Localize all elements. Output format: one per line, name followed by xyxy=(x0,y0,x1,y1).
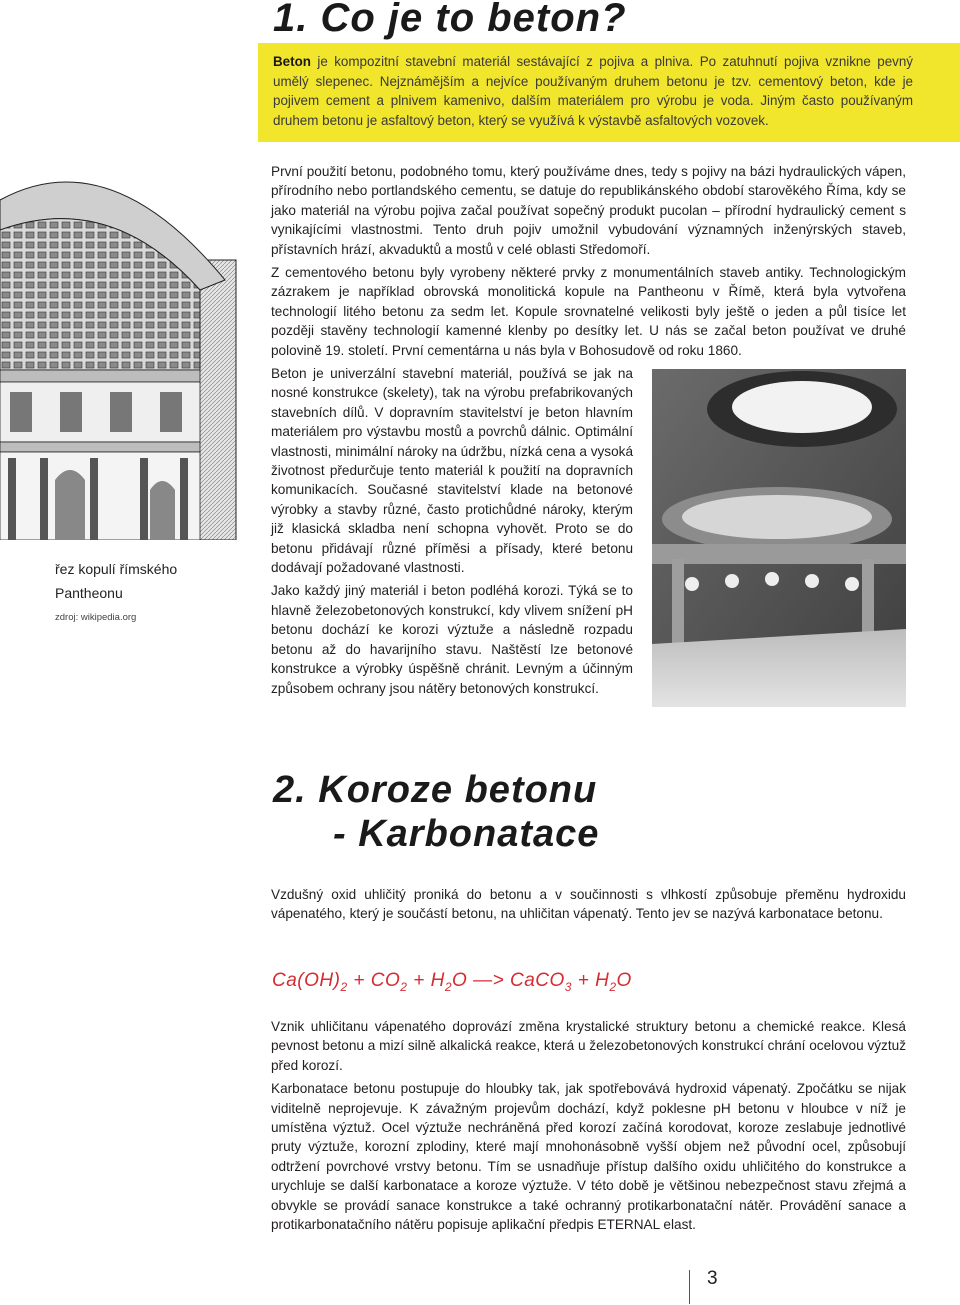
formula-h: + H xyxy=(407,970,445,991)
section2-title-line1: 2. Koroze betonu xyxy=(273,769,598,811)
intro-paragraph xyxy=(273,52,913,130)
carbonation-text-block xyxy=(271,1017,906,1238)
usage-text-block xyxy=(271,364,633,702)
formula-sub: 3 xyxy=(564,979,572,994)
intro-bold-term: Beton xyxy=(273,54,311,69)
usage-paragraph-2: Jako každý jiný materiál i beton podléhá korozi. Týká se to hlavně železobetonových konstrukcí, kdy vlivem snížení pH betonu dochází ke korozi výztuže a následně rozpadu betonu až do havarijního stavu. Naštěstí lze betonové konstrukce a výrobky úspěšně chránit. Levným a účinným způsobem ochrany jsou nátěry betonových konstrukcí. xyxy=(271,583,633,696)
intro-text: je kompozitní stavební materiál sestávající z pojiva a plniva. Po zatuhnutí pojiva vznikne pevný umělý slepenec. Nejznámějším a nejvíce používaným druhem betonu je tzv. cementový beton, kde je pojivem cement a plnivem kamenivo, dalším materiálem pro výrobu je voda. Jiným často používaným druhem betonu je asfaltový beton, který se využívá k výstavbě asfaltových vozovek. xyxy=(273,54,913,128)
image-caption: řez kopulí římského Pantheonu xyxy=(55,561,178,601)
concrete-interior-photo xyxy=(652,369,906,707)
formula-ca-oh: Ca(OH) xyxy=(272,970,341,991)
usage-paragraph-1: Beton je univerzální stavební materiál, používá se jak na nosné konstrukce (skelety), tak na výrobu prefabrikovaných stavebních dílů. V dopravním stavitelství je beton hlavním materiálem pro výstavbu mostů a povrchů dálnic. Optimální vlastnosti, minimální nároky na údržbu, nízká cena a vysoká životnost předurčuje tento materiál k použití na dopravních komunikacích. Současné stavitelství klade na betonové výrobky a stavby různé, často protichůdné nároky, kterým již klasická skladba není schopna vyhovět. Proto se do betonu přidávají různé příměsi a přísady, které betonu dodávají požadované vlastnosti. xyxy=(271,366,633,576)
formula-sub: 2 xyxy=(400,979,408,994)
formula-sub: 2 xyxy=(609,979,617,994)
history-text-block xyxy=(271,162,906,364)
section2-title-line2: - Karbonatace xyxy=(333,813,600,855)
carbonation-paragraph-1: Vznik uhličitanu vápenatého doprovází změna krystalické struktury betonu a chemické reakce. Klesá pevnost betonu a mizí silně alkalická reakce, která u železobetonových konstrukcí chrání ocelovou výztuž před korozí. xyxy=(271,1019,906,1073)
formula-co: + CO xyxy=(347,970,401,991)
carbonation-intro-block xyxy=(271,885,906,928)
image-source: zdroj: wikipedia.org xyxy=(55,612,137,623)
formula-sub: 2 xyxy=(340,979,348,994)
page-number-divider xyxy=(689,1270,690,1304)
formula-sub: 2 xyxy=(444,979,453,994)
carbonation-paragraph-2: Karbonatace betonu postupuje do hloubky tak, jak spotřebovává hydroxid vápenatý. Zpočátku se nijak viditelně neprojevuje. K závažným projevům dochází, když poklesne pH betonu v hloubce v níž je umístěna výztuž. Ocel výztuže nechráněná před korozí začíná korodovat, koroze zeslabuje jednotlivé pruty výztuže, korozní zplodiny, které mají mnohonásobně vyšší objem než původní ocel, způsobují odtržení povrchové vrstvy betonu. Tím se usnadňuje přístup dalšího oxidu uhličitého do konstrukce a urychluje se další karbonatace a koroze výztuže. V této době je většinou nebezpečnost stavu zřejmá a obvykle se provádí sanace konstrukce a také ochranný protikarbonatační nátěr. Provádění sanace a protikarbonatačního nátěru popisuje aplikační předpis ETERNAL elast. xyxy=(271,1081,906,1233)
carbonation-formula xyxy=(272,970,632,994)
formula-o: O xyxy=(616,970,632,991)
pantheon-section-illustration xyxy=(0,160,238,540)
carbonation-intro-paragraph: Vzdušný oxid uhličitý proniká do betonu a v součinnosti s vlhkostí způsobuje přeměnu hydroxidu vápenatého, který je součástí betonu, na uhličitan vápenatý. Tento jev se nazývá karbonatace betonu. xyxy=(271,887,906,922)
page-number: 3 xyxy=(707,1268,718,1289)
section2-title xyxy=(273,768,599,856)
history-paragraph-1: První použití betonu, podobného tomu, který používáme dnes, tedy s pojivy na bázi hydraulických vápen, přírodního nebo portlandského cementu, se datuje do republikánského období starověkého Říma, kdy se jako materiál na výrobu pojiva začal používat sopečný produkt pucolan – přírodní hydraulický cement s vynikajícími vlastnostmi. Tento druh pojiv umožnil vybudování významných inženýrských staveb, přístavních hrází, akvaduktů a mostů v celé oblasti Středomoří. xyxy=(271,164,906,257)
history-paragraph-2: Z cementového betonu byly vyrobeny některé prvky z monumentálních staveb antiky. Technologickým zázrakem je například obrovská monolitická kopule na Pantheonu v Římě, která byla vytvořena technologií litého betonu za sedm let. Kopule srovnatelné velikosti byly ještě o jeden a půl tisíce let později stavěny technologií kamenné klenby po desítky let. U nás se začal beton používat ve druhé polovině 19. století. První cementárna u nás byla v Bohosudově od roku 1860. xyxy=(271,265,906,358)
formula-h: + H xyxy=(571,970,610,991)
formula-caco: O —> CaCO xyxy=(452,970,565,991)
section1-title: 1. Co je to beton? xyxy=(273,0,627,40)
